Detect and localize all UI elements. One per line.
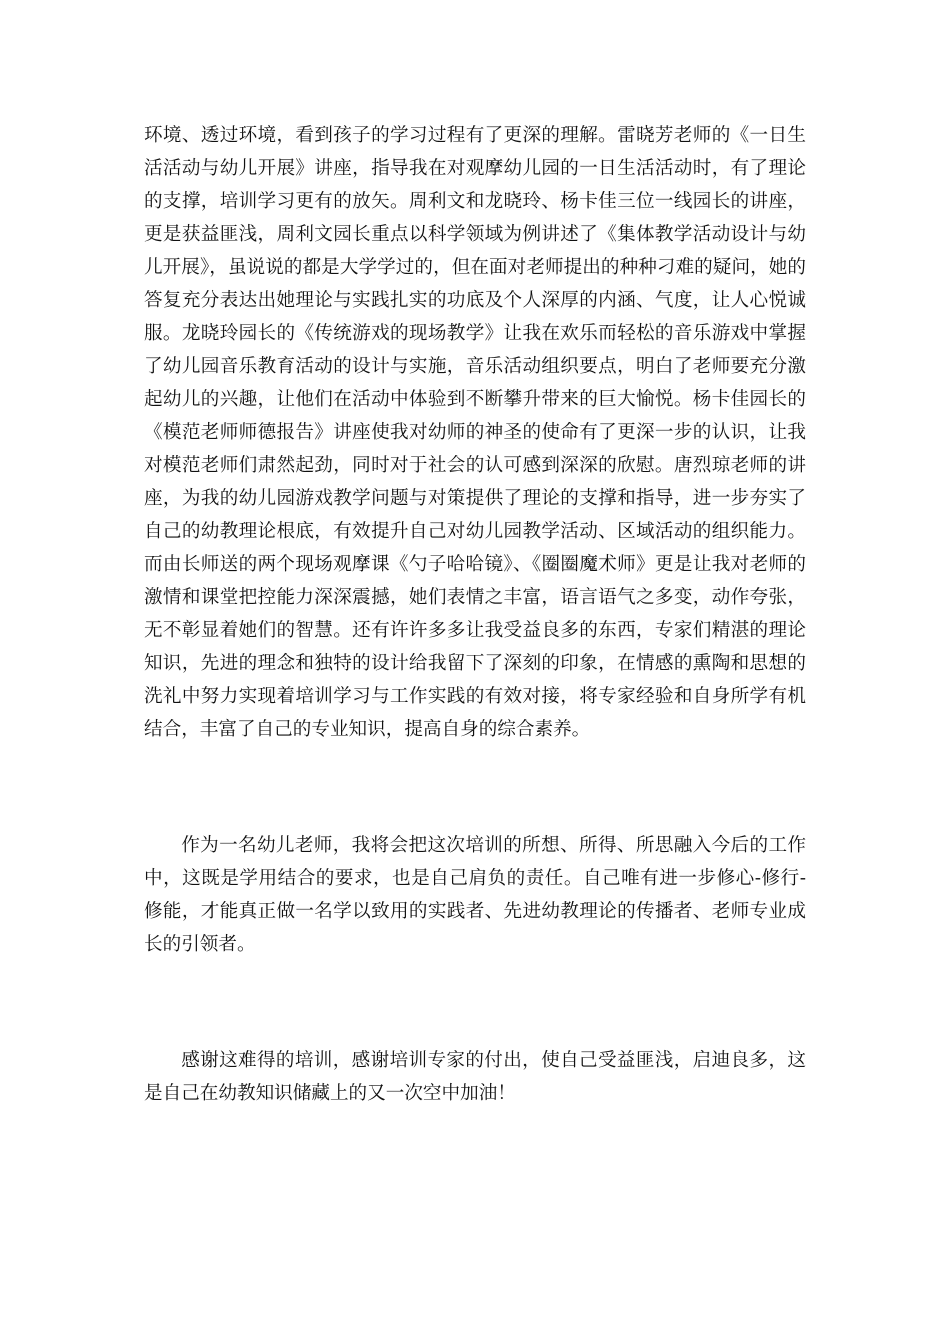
document-body bbox=[144, 119, 806, 1110]
paragraph-future-work: 作为一名幼儿老师，我将会把这次培训的所想、所得、所思融入今后的工作中，这既是学用结合的要求，也是自己肩负的责任。自己唯有进一步修心-修行-修能，才能真正做一名学以致用的实践者、先进幼教理论的传播者、老师专业成长的引领者。 bbox=[144, 835, 806, 955]
paragraph-spacer bbox=[144, 746, 806, 829]
paragraph-spacer bbox=[144, 961, 806, 1044]
paragraph-thanks: 感谢这难得的培训，感谢培训专家的付出，使自己受益匪浅，启迪良多，这是自己在幼教知识储藏上的又一次空中加油！ bbox=[144, 1050, 806, 1104]
paragraph-training-reflections: 环境、透过环境，看到孩子的学习过程有了更深的理解。雷晓芳老师的《一日生活活动与幼儿开展》讲座，指导我在对观摩幼儿园的一日生活活动时，有了理论的支撑，培训学习更有的放矢。周利文和龙晓玲、杨卡佳三位一线园长的讲座，更是获益匪浅，周利文园长重点以科学领域为例讲述了《集体教学活动设计与幼儿开展》，虽说说的都是大学学过的，但在面对老师提出的种种刁难的疑问，她的答复充分表达出她理论与实践扎实的功底及个人深厚的内涵、气度，让人心悦诚服。龙晓玲园长的《传统游戏的现场教学》让我在欢乐而轻松的音乐游戏中掌握了幼儿园音乐教育活动的设计与实施，音乐活动组织要点，明白了老师要充分激起幼儿的兴趣，让他们在活动中体验到不断攀升带来的巨大愉悦。杨卡佳园长的《模范老师师德报告》讲座使我对幼师的神圣的使命有了更深一步的认识，让我对模范老师们肃然起劲，同时对于社会的认可感到深深的欣慰。唐烈琼老师的讲座，为我的幼儿园游戏教学问题与对策提供了理论的支撑和指导，进一步夯实了自己的幼教理论根底，有效提升自己对幼儿园教学活动、区域活动的组织能力。而由长师送的两个现场观摩课《勺子哈哈镜》、《圈圈魔术师》更是让我对老师的激情和课堂把控能力深深震撼，她们表情之丰富，语言语气之多变，动作夸张，无不彰显着她们的智慧。还有许许多多让我受益良多的东西，专家们精湛的理论知识，先进的理念和独特的设计给我留下了深刻的印象，在情感的熏陶和思想的洗礼中努力实现着培训学习与工作实践的有效对接，将专家经验和自身所学有机结合，丰富了自己的专业知识，提高自身的综合素养。 bbox=[144, 125, 806, 740]
